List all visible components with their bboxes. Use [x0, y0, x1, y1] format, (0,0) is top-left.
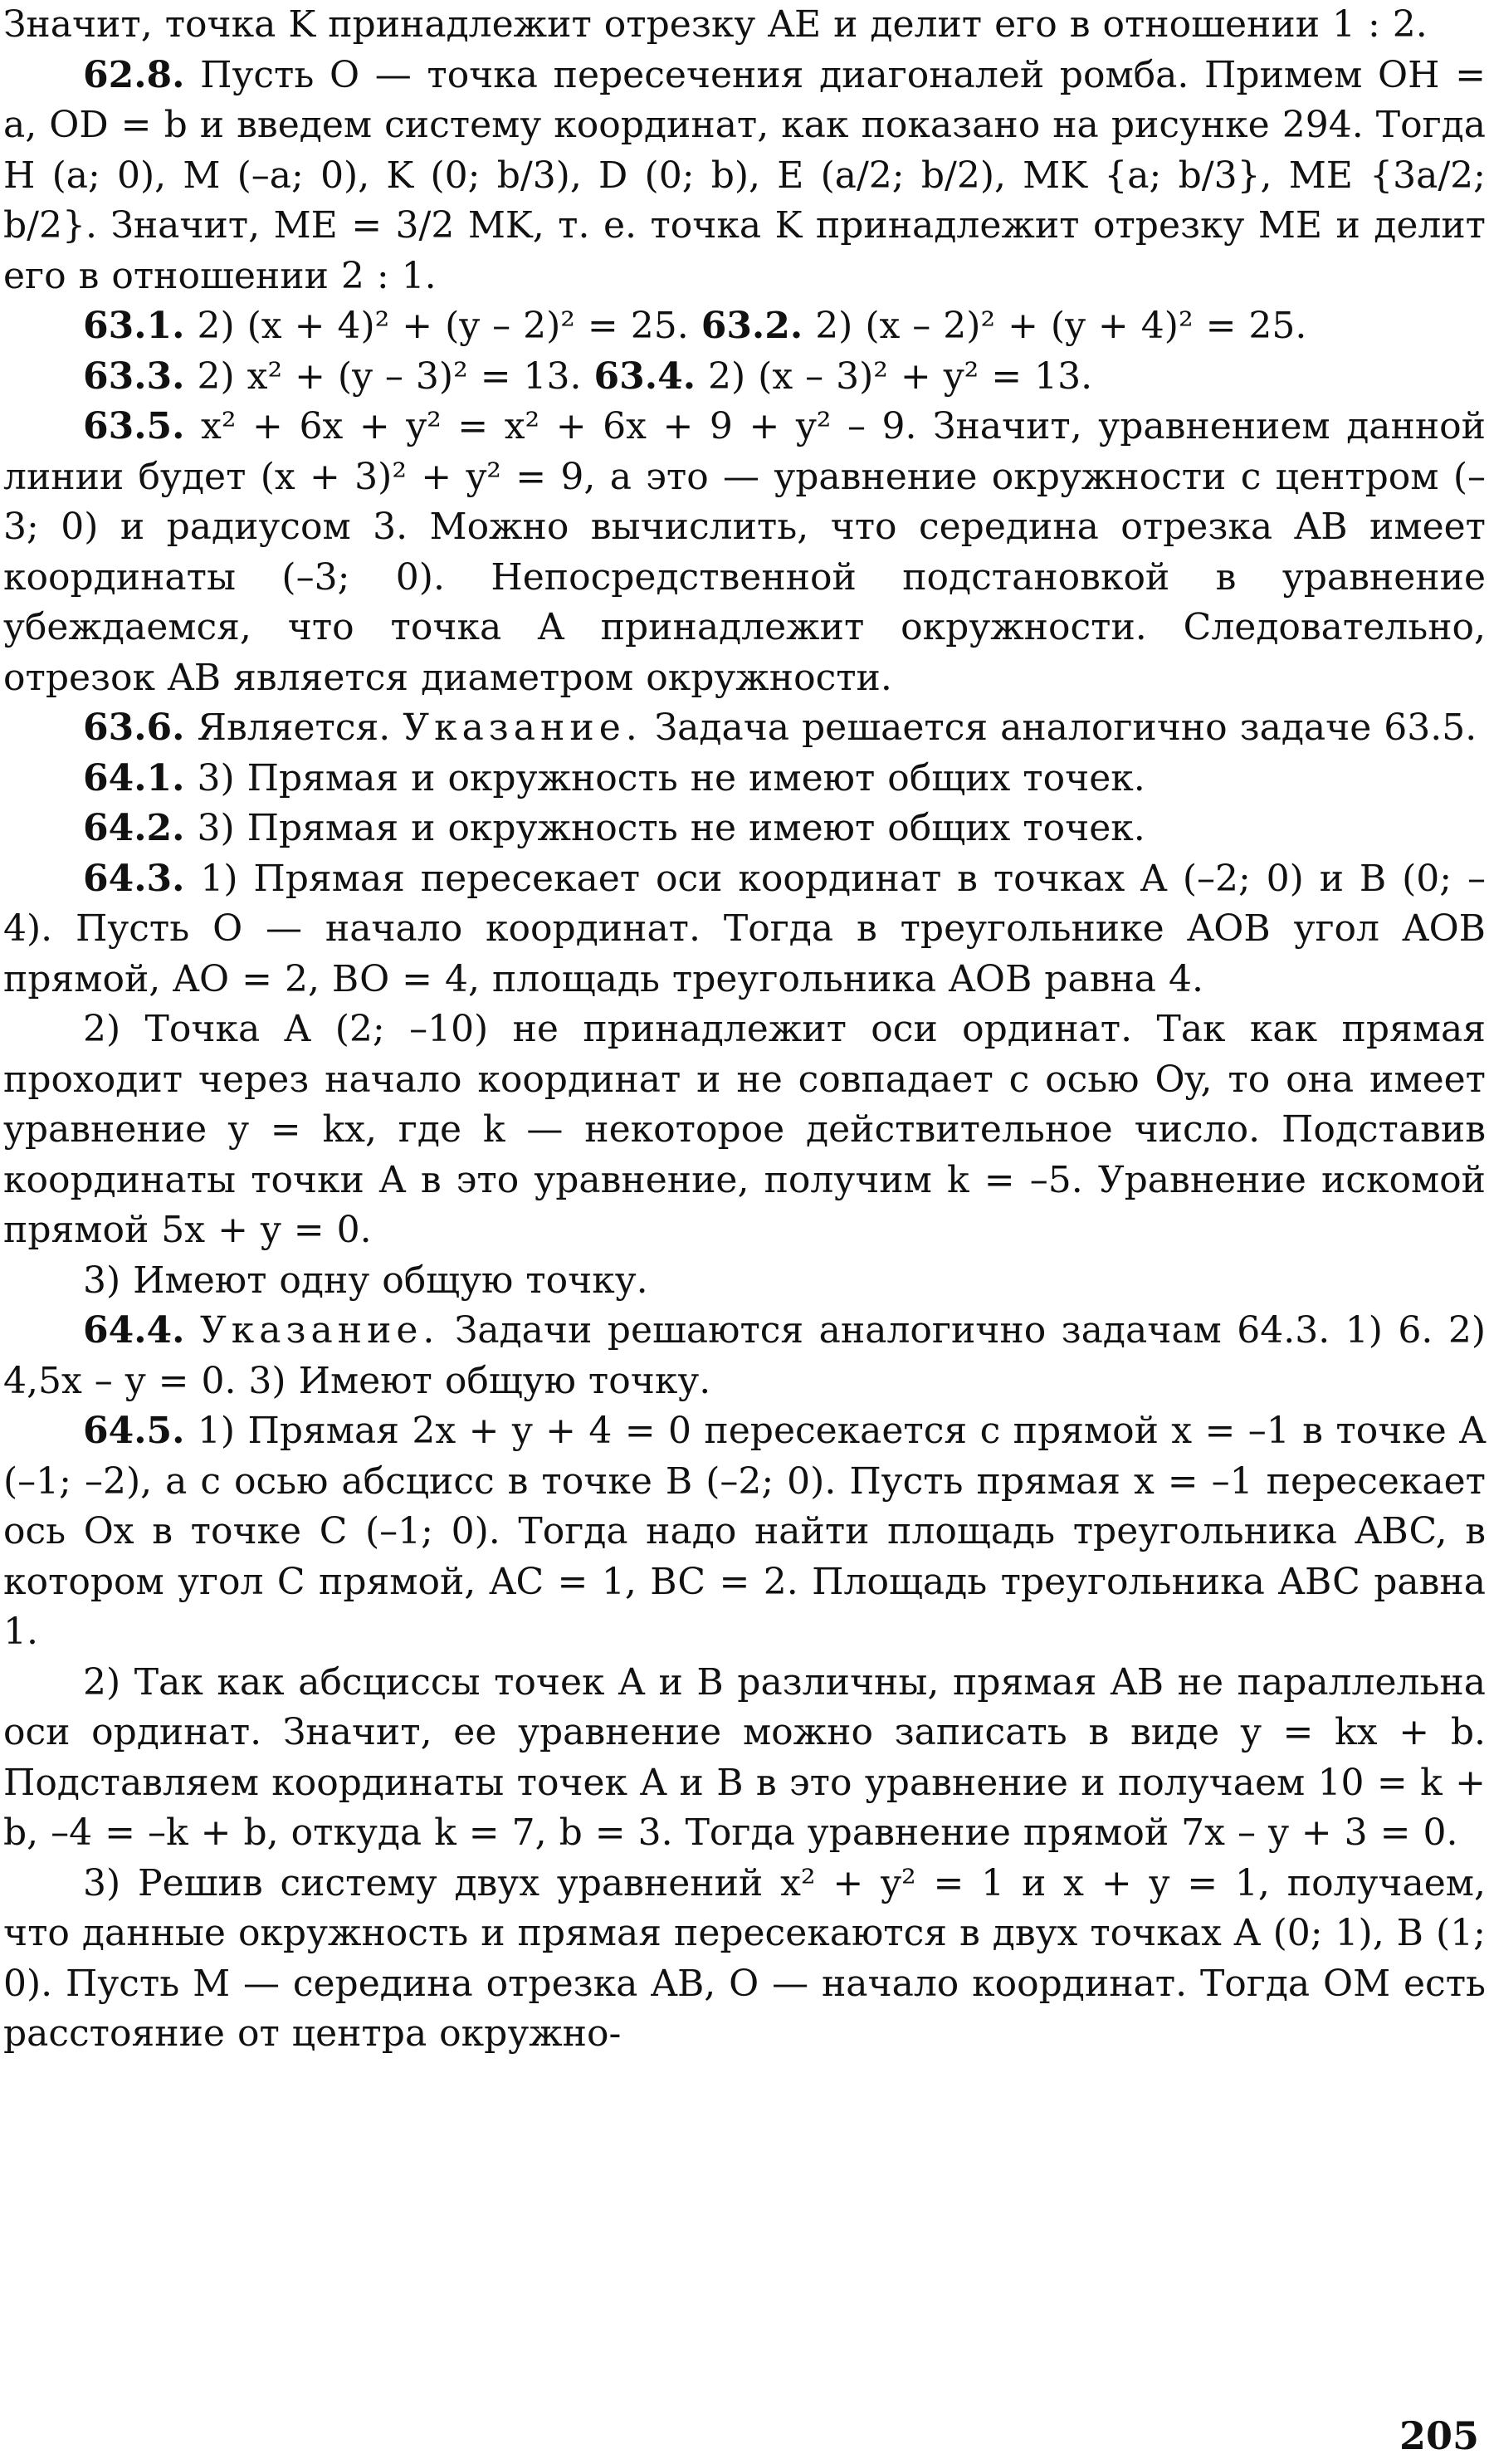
- problem-number: 63.4.: [593, 354, 696, 398]
- paragraph-64-3: 64.3. 1) Прямая пересекает оси координат в точках A (–2; 0) и B (0; –4). Пусть O — начало координат. Тогда в треугольнике AOB угол AOB прямой, AO = 2, BO = 4, площадь треугольника AOB равна 4.: [3, 857, 1486, 1000]
- paragraph-64-3-part-2: 2) Точка A (2; –10) не принадлежит оси ординат. Так как прямая проходит через начало координат и не совпадает с осью Oy, то она имеет уравнение y = kx, где k — некоторое действительное число. Подставив координаты точки A в это уравнение, получим k = –5. Уравнение искомой прямой 5x + y = 0.: [3, 1008, 1486, 1251]
- paragraph-64-2: 64.2. 3) Прямая и окружность не имеют общих точек.: [83, 807, 1145, 849]
- paragraph-62-8: 62.8. Пусть O — точка пересечения диагоналей ромба. Примем OH = a, OD = b и введем систему координат, как показано на рисунке 294. Тогда H (a; 0), M (–a; 0), K (0; b/3), D (0; b), E (a/2; b/2), MK {a; b/3}, ME {3a/2; b/2}. Значит, ME = 3/2 MK, т. е. точка K принадлежит отрезку ME и делит его в отношении 2 : 1.: [3, 53, 1486, 297]
- paragraph-63-1-63-2: 63.1. 2) (x + 4)² + (y – 2)² = 25. 63.2. 2) (x – 2)² + (y + 4)² = 25.: [83, 305, 1307, 347]
- problem-number: 63.3.: [83, 354, 185, 398]
- paragraph-64-5: 64.5. 1) Прямая 2x + y + 4 = 0 пересекается с прямой x = –1 в точке A (–1; –2), а с осью абсцисс в точке B (–2; 0). Пусть прямая x = –1 пересекает ось Ox в точке C (–1; 0). Тогда надо найти площадь треугольника ABC, в котором угол C прямой, AC = 1, BC = 2. Площадь треугольника ABC равна 1.: [3, 1410, 1486, 1653]
- problem-number: 63.1.: [83, 305, 185, 347]
- problem-number: 64.3.: [83, 857, 185, 900]
- hint-label: Указание.: [403, 706, 642, 749]
- page-number: 205: [1399, 2413, 1479, 2458]
- problem-number: 64.4.: [83, 1309, 185, 1352]
- problem-number: 63.2.: [701, 305, 803, 347]
- paragraph-63-6: 63.6. Является. Указание. Задача решается аналогично задаче 63.5.: [83, 706, 1477, 749]
- hint-label: Указание.: [199, 1309, 440, 1352]
- problem-number: 63.5.: [83, 405, 185, 447]
- paragraph-64-3-part-3: 3) Имеют одну общую точку.: [83, 1259, 648, 1302]
- paragraph-64-5-part-2: 2) Так как абсциссы точек A и B различны, прямая AB не параллельна оси ординат. Значит, ее уравнение можно записать в виде y = kx + b. Подставляем координаты точек A и B в это уравнение и получаем 10 = k + b, –4 = –k + b, откуда k = 7, b = 3. Тогда уравнение прямой 7x – y + 3 = 0.: [3, 1660, 1486, 1854]
- paragraph-64-1: 64.1. 3) Прямая и окружность не имеют общих точек.: [83, 756, 1145, 799]
- problem-number: 62.8.: [83, 53, 185, 96]
- paragraph-64-4: 64.4. Указание. Задачи решаются аналогично задачам 64.3. 1) 6. 2) 4,5x – y = 0. 3) Имеют общую точку.: [3, 1309, 1486, 1402]
- paragraph-63-5: 63.5. x² + 6x + y² = x² + 6x + 9 + y² – 9. Значит, уравнением данной линии будет (x + 3)² + y² = 9, а это — уравнение окружности с центром (–3; 0) и радиусом 3. Можно вычислить, что середина отрезка AB имеет координаты (–3; 0). Непосредственной подстановкой в уравнение убеждаемся, что точка A принадлежит окружности. Следовательно, отрезок AB является диаметром окружности.: [3, 405, 1486, 699]
- problem-number: 64.2.: [83, 807, 185, 849]
- paragraph-k-on-ae: Значит, точка K принадлежит отрезку AE и делит его в отношении 1 : 2.: [3, 3, 1428, 46]
- paragraph-63-3-63-4: 63.3. 2) x² + (y – 3)² = 13. 63.4. 2) (x – 3)² + y² = 13.: [83, 354, 1093, 398]
- problem-number: 63.6.: [83, 706, 185, 749]
- problem-number: 64.5.: [83, 1410, 185, 1452]
- paragraph-64-5-part-3: 3) Решив систему двух уравнений x² + y² = 1 и x + y = 1, получаем, что данные окружность и прямая пересекаются в двух точках A (0; 1), B (1; 0). Пусть M — середина отрезка AB, O — начало координат. Тогда OM есть расстояние от центра окружно-: [3, 1861, 1486, 2055]
- problem-number: 64.1.: [83, 756, 185, 799]
